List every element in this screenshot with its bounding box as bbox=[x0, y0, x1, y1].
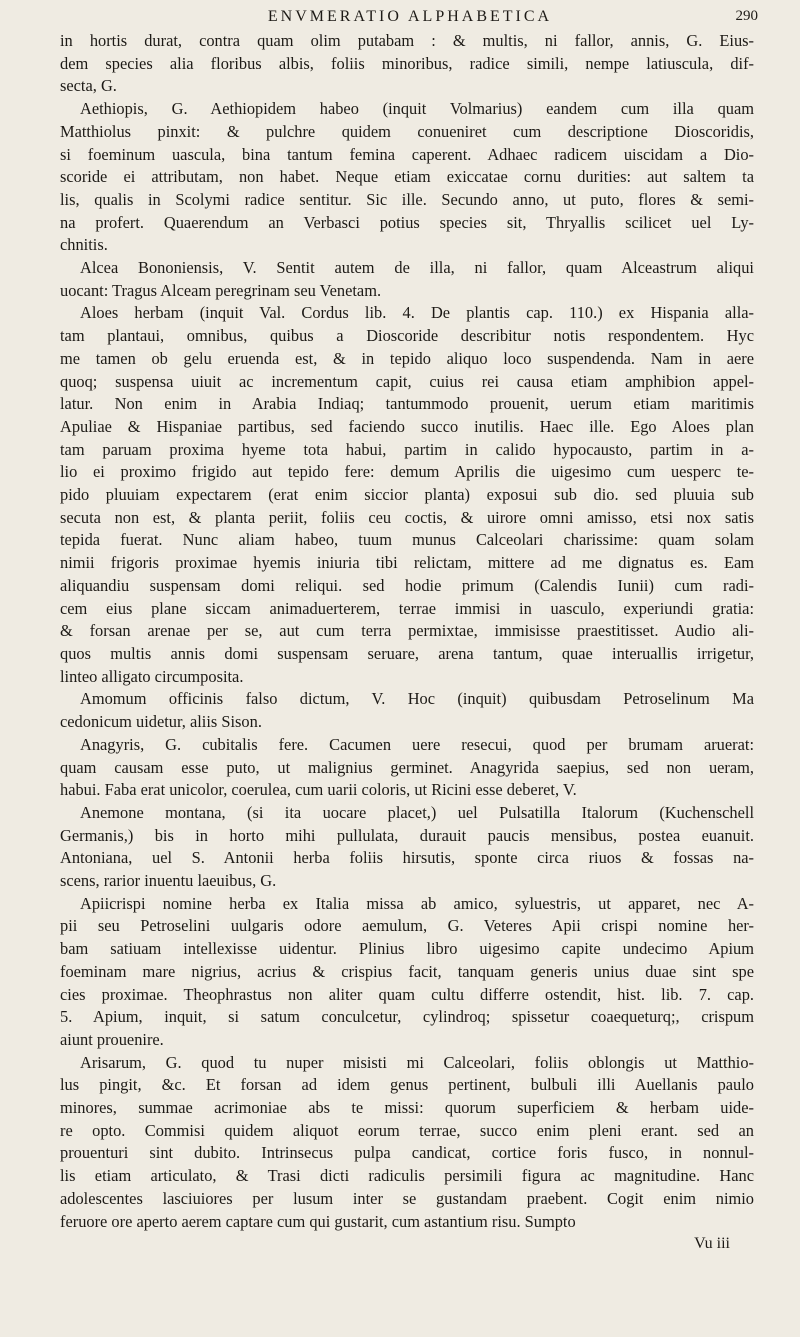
text-line: habui. Faba erat unicolor, coerulea, cum uarii coloris, ut Ricini esse deberet, V. bbox=[60, 780, 577, 800]
text-line: scoride ei attributam, non habet. Neque etiam exiccatae cornu durities: aut saltem ta bbox=[60, 167, 754, 187]
text-line: secta, G. bbox=[60, 76, 117, 96]
text-line: in hortis durat, contra quam olim putabam : & multis, ni fallor, annis, G. Eius- bbox=[60, 31, 754, 50]
text-line: minores, summae acrimoniae abs te missi: quorum superficiem & herbam uide- bbox=[60, 1098, 754, 1118]
text-line: Matthiolus pinxit: & pulchre quidem conueniret cum descriptione Dioscoridis, bbox=[60, 121, 754, 141]
text-line: latur. Non enim in Arabia Indiaq; tantummodo prouenit, uerum etiam maritimis bbox=[60, 394, 754, 414]
text-line: Apiicrispi nomine herba ex Italia missa ab amico, syluestris, ut apparet, nec A- bbox=[80, 893, 754, 913]
text-line: uocant: Tragus Alceam peregrinam seu Venetam. bbox=[60, 280, 382, 300]
paragraph bbox=[60, 98, 754, 257]
text-line: aiunt prouenire. bbox=[60, 1029, 164, 1049]
text-line: 5. Apium, inquit, si satum conculcetur, cylindroq; spissetur coaequeturq;, crispum bbox=[60, 1007, 754, 1027]
text-line: Anemone montana, (si ita uocare placet,) uel Pulsatilla Italorum (Kuchenschell bbox=[80, 802, 754, 822]
text-line: cedonicum uidetur, aliis Sison. bbox=[60, 712, 262, 732]
paragraph bbox=[60, 802, 754, 893]
text-line: cies proximae. Theophrastus non aliter quam cultu differre ostendit, hist. lib. 7. cap. bbox=[60, 984, 754, 1004]
page-number: 290 bbox=[735, 8, 758, 24]
text-line: Arisarum, G. quod tu nuper misisti mi Calceolari, foliis oblongis ut Matthio- bbox=[80, 1052, 754, 1072]
text-line: lus pingit, &c. Et forsan ad idem genus pertinent, bulbuli illi Auellanis paulo bbox=[60, 1075, 754, 1095]
text-line: adolescentes lasciuiores per lusum inter se gustandam praebent. Cogit enim nimio bbox=[60, 1188, 754, 1208]
running-title: ENVMERATIO ALPHABETICA bbox=[267, 8, 553, 25]
text-line: secuta non est, & planta periit, foliis ceu coctis, & uirore omni amisso, etsi nox satis bbox=[60, 507, 754, 527]
paragraph bbox=[60, 1052, 754, 1234]
text-line: na profert. Quaerendum an Verbasci potius species sit, Thryallis scilicet uel Ly- bbox=[60, 212, 754, 232]
text-body bbox=[60, 30, 754, 1256]
paragraph bbox=[60, 302, 754, 688]
text-line: cem eius plane siccam animaduerterem, terrae immisi in uasculo, experiundi gratia: bbox=[60, 598, 754, 618]
text-line: re opto. Commisi quidem aliquot eorum terrae, succo enim pleni erant. sed an bbox=[60, 1120, 754, 1140]
paragraph bbox=[60, 257, 754, 302]
text-line: Germanis,) bis in horto mihi pullulata, durauit paucis mensibus, postea euanuit. bbox=[60, 825, 754, 845]
text-line: si foeminum uascula, bina tantum femina caperent. Adhaec radicem uiscidam a Dio- bbox=[60, 144, 754, 164]
text-line: & forsan arenae per se, aut cum terra permixtae, immisisse praestitisset. Audio ali- bbox=[60, 621, 754, 641]
text-line: tam plantaui, omnibus, quibus a Dioscoride describitur notis respondentem. Hyc bbox=[60, 326, 754, 346]
text-line: lio ei proximo frigido aut tepido fere: demum Aprilis die uigesimo cum uesperc te- bbox=[60, 462, 754, 482]
text-line: Aethiopis, G. Aethiopidem habeo (inquit Volmarius) eandem cum illa quam bbox=[80, 99, 754, 119]
page-header bbox=[60, 6, 760, 32]
text-line: Apuliae & Hispaniae partibus, sed faciendo succo inutilis. Haec ille. Ego Aloes plan bbox=[60, 416, 754, 436]
paragraph bbox=[60, 734, 754, 802]
text-line: lis etiam articulato, & Trasi dicti radiculis persimili figura ac magnitudine. Hanc bbox=[60, 1166, 754, 1186]
text-line: pido pluuiam expectarem (erat enim siccior planta) exposui sub dio. sed pluuia sub bbox=[60, 485, 754, 505]
paragraph bbox=[60, 893, 754, 1052]
text-line: tepida fuerat. Nunc aliam habeo, tuum munus Calceolari charissime: quam solam bbox=[60, 530, 754, 550]
text-line: tam paruam proxima hyeme tota habui, partim in calido hypocausto, partim in a- bbox=[60, 439, 754, 459]
text-line: me tamen ob gelu eruenda est, & in tepido aliquo loco suspendenda. Nam in aere bbox=[60, 348, 754, 368]
text-line: lis, qualis in Scolymi radice sentitur. Sic ille. Secundo anno, ut puto, flores & semi- bbox=[60, 189, 754, 209]
text-line: foeminam mare nigrius, acrius & crispius facit, tanquam generis unius duae sint spe bbox=[60, 961, 754, 981]
text-line: scens, rarior inuentu laeuibus, G. bbox=[60, 871, 277, 891]
text-line: feruore ore aperto aerem captare cum qui gustarit, cum astantium risu. Sumpto bbox=[60, 1211, 576, 1231]
text-line: aliquandiu suspensam domi reliqui. sed hodie primum (Calendis Iunii) cum radi- bbox=[60, 575, 754, 595]
catchword: Vu iii bbox=[694, 1235, 730, 1253]
text-line: Alcea Bononiensis, V. Sentit autem de illa, ni fallor, quam Alceastrum aliqui bbox=[80, 258, 754, 278]
text-line: prouenturi sint dubito. Intrinsecus pulpa candicat, cortice foris fusco, in nonnul- bbox=[60, 1143, 754, 1163]
text-line: bam satiuam intellexisse uidentur. Plinius libro uigesimo capite undecimo Apium bbox=[60, 939, 754, 959]
text-line: Anagyris, G. cubitalis fere. Cacumen uere resecui, quod per brumam aruerat: bbox=[80, 734, 754, 754]
text-line: nimii frigoris proximae hyemis iniuria tibi relictam, mittere ad me dignatus es. Eam bbox=[60, 553, 754, 573]
text-line: Antoniana, uel S. Antonii herba foliis hirsutis, sponte circa riuos & fossas na- bbox=[60, 848, 754, 868]
text-line: dem species alia floribus albis, foliis minoribus, radice simili, nempe latiuscula, dif- bbox=[60, 53, 754, 73]
text-line: quoq; suspensa uiuit ac incrementum capit, cuius rei causa etiam amphibion appel- bbox=[60, 371, 754, 391]
text-line: chnitis. bbox=[60, 235, 108, 255]
text-line: Aloes herbam (inquit Val. Cordus lib. 4. De plantis cap. 110.) ex Hispania alla- bbox=[80, 303, 754, 323]
paragraph bbox=[60, 688, 754, 733]
text-line: Amomum officinis falso dictum, V. Hoc (inquit) quibusdam Petroselinum Ma bbox=[80, 689, 754, 709]
text-line: quos multis annis domi suspensam seruare, arena tantum, quae interuallis irrigetur, bbox=[60, 643, 754, 663]
text-line: quam causam esse puto, ut malignius germinet. Anagyrida saepius, sed non ueram, bbox=[60, 757, 754, 777]
paragraph bbox=[60, 30, 754, 98]
text-line: pii seu Petroselini uulgaris odore aemulum, G. Veteres Apii crispi nomine her- bbox=[60, 916, 754, 936]
text-line: linteo alligato circumposita. bbox=[60, 666, 244, 686]
